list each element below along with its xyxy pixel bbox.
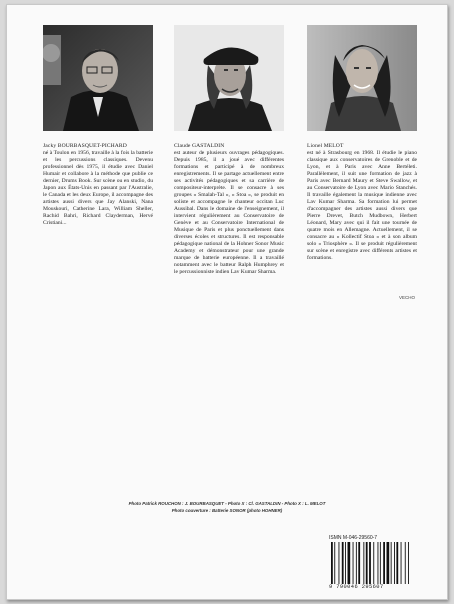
barcode-bar <box>408 542 409 584</box>
barcode-bar <box>394 542 395 584</box>
portrait-image <box>43 25 153 131</box>
portrait-image <box>307 25 417 131</box>
author-photo-2 <box>174 25 284 131</box>
author-name-1: Jacky BOURBASQUET-PICHARD <box>43 143 127 149</box>
author-photo-1 <box>43 25 153 131</box>
barcode-bar <box>373 542 374 584</box>
author-column-2 <box>174 25 284 276</box>
barcode-bar <box>363 542 364 584</box>
portrait-image <box>174 25 284 131</box>
barcode-bar <box>380 542 381 584</box>
barcode-bar <box>342 542 344 584</box>
barcode-bar <box>334 542 335 584</box>
barcode-bar <box>391 542 392 584</box>
barcode <box>329 542 419 590</box>
author-bio-2: est auteur de plusieurs ouvrages pédagogiques. Depuis 1985, il a joué avec différentes formations et participé à de nombreux enregistrements. Il se partage actuellement entre ses activités pédagogiques et sa carrière de compositeur-interprète. Il se consacre à ses groupes « Smalah-Tal », « Stoa », se produit en soliste et accompagne le chanteur occitan Luc Aussibal. Dans le domaine de l'enseignement, il intervient régulièrement au Conservatoire de Genève et au Conservatoire International de Musique de Paris et plus ponctuellement dans diverses écoles et structures. Il est responsable pédagogique national de la Hohner Sonor Music Academy et démonstrateur pour une grande marque de batterie européenne. Il a travaillé notamment avec le batteur Ralph Humphrey et le percussionniste indien Lav Kumar Sharma. <box>174 150 284 275</box>
barcode-bar <box>378 542 379 584</box>
author-column-3 <box>307 25 417 262</box>
barcode-bar <box>383 542 385 584</box>
author-photo-3 <box>307 25 417 131</box>
barcode-bar <box>353 542 354 584</box>
barcode-bar <box>396 542 398 584</box>
barcode-number: 9 790046 295607 <box>329 584 421 590</box>
author-bio-1: né à Toulon en 1956, travaille à la fois la batterie et les percussions classiques. Devenu professionnel dès 1975, il étudie avec Daniel Humair et collabore à la méthode que publie ce dernier, Drums Book. Sur scène ou en studio, du Japon aux États-Unis en passant par l'Australie, le Canada et les deux Europe, il accompagne des artistes aussi divers que Jay Alanski, Nana Mouskouri, Catherine Lara, William Sheller, Rachid Bahri, Richard Clayderman, Hervé Cristiani... <box>43 150 153 226</box>
barcode-bar <box>345 542 346 584</box>
author-column-1 <box>43 25 153 227</box>
barcode-bar <box>331 542 333 584</box>
cover-photo-credit: Photo couverture : Batterie SONOR (photo HOHNER) <box>171 508 283 513</box>
barcode-bar <box>356 542 357 584</box>
author-name-2: Claude GASTALDIN <box>174 143 225 149</box>
author-name-3: Lionel MELOT <box>307 143 344 149</box>
small-label: VECHO <box>399 295 416 300</box>
barcode-bar <box>348 542 351 584</box>
barcode-bar <box>369 542 371 584</box>
barcode-bars <box>329 542 419 586</box>
barcode-bar <box>339 542 340 584</box>
barcode-bar <box>366 542 368 584</box>
barcode-bar <box>358 542 360 584</box>
barcode-bar <box>401 542 402 584</box>
back-cover-page <box>6 4 448 600</box>
barcode-bar <box>405 542 406 584</box>
ismn-label: ISMN M-046-29560-7 <box>329 535 378 541</box>
photo-credits: Photo Patrick ROUCHON : J. BOURBASQUET - Photo X : Cl. GASTALDIN - Photo X : L. MELOT <box>128 501 326 506</box>
author-bio-3: est né à Strasbourg en 1968. Il étudie le piano classique aux conservatoires de Grenoble et de Lyon, et à Paris avec Anne Bertéleti. Parallèlement, il suit une formation de jazz à Paris avec Bernard Maury et Steve Swallow, et au Conservatoire de Lyon avec Mario Stanchés. Il travaille également la musique indienne avec Lav Kumar Sharma. Sa formation lui permet d'accompagner des artistes aussi divers que Pierre Drevet, Butch Mudbown, Herbert Léonard, Mary avec qui il fait une tournée de quatre mois en Allemagne. Actuellement, il se consacre au « Kollectif Stoa » et à son album solo « Triosphère ». Il se produit régulièrement sur scène et enregistre avec différents artistes et formations. <box>307 150 417 261</box>
barcode-bar <box>387 542 390 584</box>
